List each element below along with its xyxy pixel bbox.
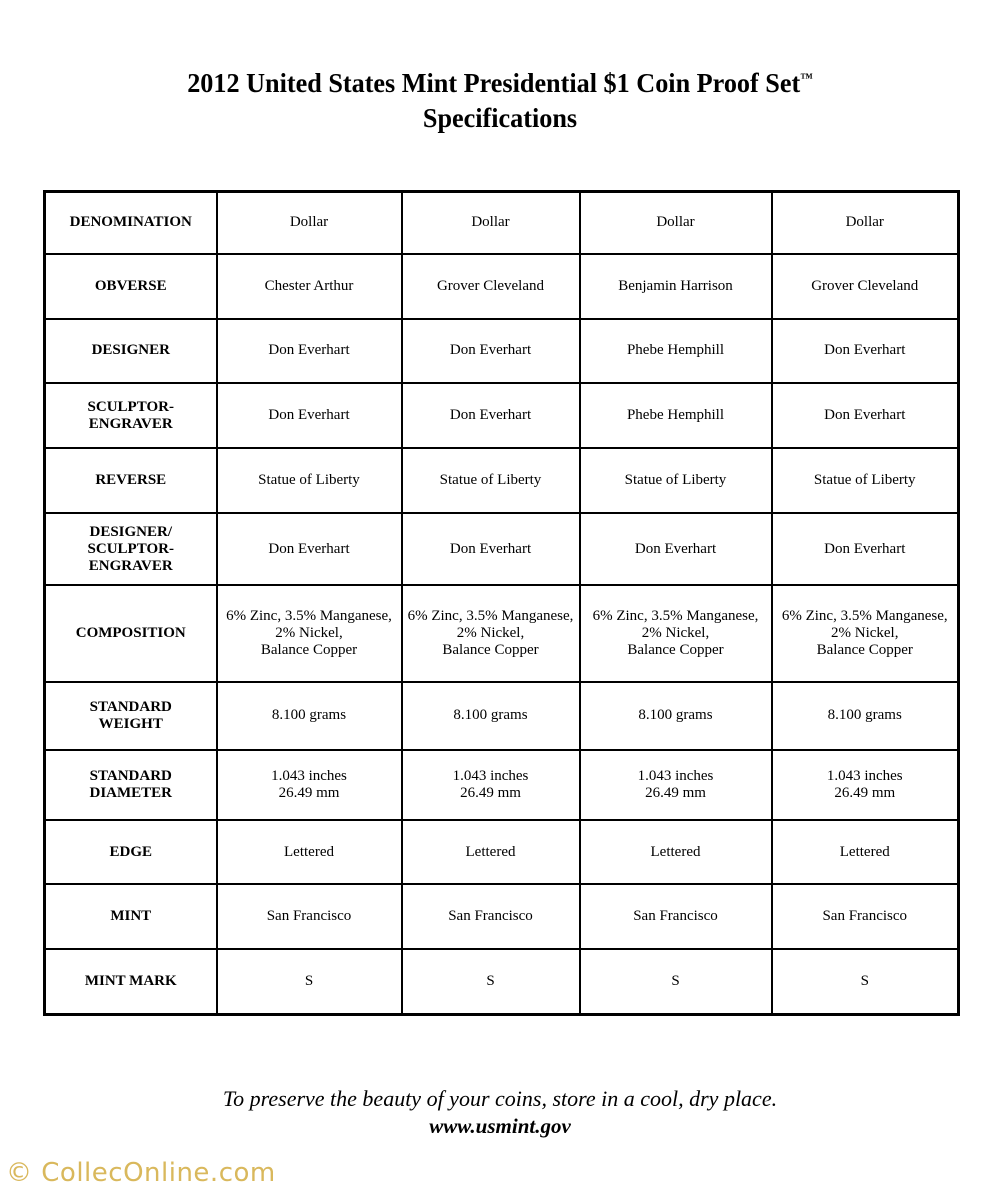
table-row bbox=[45, 192, 959, 254]
table-cell bbox=[217, 254, 402, 319]
cell-text: 1.043 inches bbox=[826, 767, 903, 784]
title-text: 2012 United States Mint Presidential $1 Coin Proof Set bbox=[187, 68, 801, 98]
cell-text: S bbox=[860, 973, 869, 990]
table-row bbox=[45, 949, 959, 1014]
cell-text: Phebe Hemphill bbox=[626, 342, 725, 359]
cell-text: 1.043 inches bbox=[271, 767, 347, 784]
table-row bbox=[45, 254, 959, 319]
row-header-line: DESIGNER bbox=[91, 342, 170, 359]
title-line-1 bbox=[15, 66, 985, 101]
row-header-line: OBVERSE bbox=[94, 277, 167, 294]
table-row bbox=[45, 820, 959, 884]
table-cell bbox=[772, 750, 959, 820]
table-cell bbox=[217, 585, 402, 681]
table-row bbox=[45, 682, 959, 750]
table-row bbox=[45, 884, 959, 949]
table-cell bbox=[217, 884, 402, 949]
cell-text: Statue of Liberty bbox=[439, 472, 542, 489]
storage-note: To preserve the beauty of your coins, store in a cool, dry place. bbox=[222, 1086, 778, 1111]
table-cell bbox=[772, 884, 959, 949]
table-cell bbox=[217, 750, 402, 820]
cell-text: 6% Zinc, 3.5% Manganese, bbox=[592, 608, 759, 625]
cell-text: Dollar bbox=[845, 214, 884, 231]
table-row bbox=[45, 319, 959, 383]
cell-text: San Francisco bbox=[633, 908, 718, 925]
cell-text: Don Everhart bbox=[449, 342, 532, 359]
cell-text: Balance Copper bbox=[442, 642, 539, 659]
row-header-line: STANDARD bbox=[89, 767, 172, 784]
table-cell bbox=[580, 820, 772, 884]
cell-text: 2% Nickel, bbox=[275, 625, 343, 642]
specifications-table-body bbox=[45, 192, 959, 1015]
row-header-line: DESIGNER/ bbox=[89, 523, 173, 540]
cell-text: S bbox=[671, 973, 680, 990]
table-cell bbox=[772, 448, 959, 513]
table-cell bbox=[217, 820, 402, 884]
row-header-line: SCULPTOR- bbox=[87, 398, 174, 415]
row-header-line: STANDARD bbox=[89, 698, 172, 715]
table-cell bbox=[402, 383, 580, 448]
table-cell bbox=[402, 949, 580, 1014]
row-header-line: SCULPTOR- bbox=[87, 540, 174, 557]
table-cell bbox=[402, 820, 580, 884]
cell-text: 26.49 mm bbox=[278, 784, 340, 801]
cell-text: Balance Copper bbox=[627, 642, 724, 659]
cell-text: Benjamin Harrison bbox=[618, 277, 733, 294]
table-cell bbox=[772, 383, 959, 448]
table-cell bbox=[402, 254, 580, 319]
table-cell bbox=[402, 319, 580, 383]
row-header bbox=[45, 192, 217, 254]
table-cell bbox=[402, 750, 580, 820]
mint-website: www.usmint.gov bbox=[429, 1114, 571, 1138]
cell-text: 6% Zinc, 3.5% Manganese, bbox=[781, 608, 948, 625]
cell-text: Dollar bbox=[656, 214, 695, 231]
row-header bbox=[45, 383, 217, 448]
table-cell bbox=[772, 513, 959, 585]
table-cell bbox=[772, 319, 959, 383]
cell-text: Don Everhart bbox=[268, 407, 350, 424]
row-header-line: DENOMINATION bbox=[69, 214, 192, 231]
table-cell bbox=[217, 192, 402, 254]
document-title bbox=[15, 66, 985, 136]
table-cell bbox=[217, 383, 402, 448]
table-row bbox=[45, 383, 959, 448]
cell-text: S bbox=[486, 973, 495, 990]
cell-text: Chester Arthur bbox=[264, 277, 354, 294]
cell-text: 2% Nickel, bbox=[641, 625, 710, 642]
table-cell bbox=[580, 682, 772, 750]
cell-text: 2% Nickel, bbox=[456, 625, 525, 642]
row-header-line: EDGE bbox=[109, 843, 152, 860]
row-header-line: COMPOSITION bbox=[75, 625, 186, 642]
table-cell bbox=[217, 319, 402, 383]
table-cell bbox=[402, 884, 580, 949]
table-cell bbox=[772, 949, 959, 1014]
cell-text: Balance Copper bbox=[260, 642, 358, 659]
table-row bbox=[45, 448, 959, 513]
table-row bbox=[45, 513, 959, 585]
table-cell bbox=[772, 585, 959, 681]
cell-text: Statue of Liberty bbox=[258, 472, 360, 489]
table-cell bbox=[580, 884, 772, 949]
cell-text: Grover Cleveland bbox=[811, 277, 919, 294]
cell-text: Lettered bbox=[284, 843, 334, 860]
table-cell bbox=[580, 254, 772, 319]
table-cell bbox=[580, 585, 772, 681]
table-cell bbox=[402, 448, 580, 513]
row-header bbox=[45, 513, 217, 585]
row-header bbox=[45, 254, 217, 319]
trademark-symbol: ™ bbox=[800, 70, 813, 85]
cell-text: 6% Zinc, 3.5% Manganese, bbox=[226, 608, 392, 625]
table-cell bbox=[772, 820, 959, 884]
row-header-line: ENGRAVER bbox=[88, 415, 173, 432]
cell-text: 26.49 mm bbox=[834, 784, 896, 801]
cell-text: 26.49 mm bbox=[645, 784, 706, 801]
cell-text: Don Everhart bbox=[268, 540, 350, 557]
cell-text: Don Everhart bbox=[449, 407, 532, 424]
row-header bbox=[45, 448, 217, 513]
row-header-line: REVERSE bbox=[95, 472, 167, 489]
cell-text: 8.100 grams bbox=[638, 707, 713, 724]
cell-text: Don Everhart bbox=[824, 407, 906, 424]
cell-text: Don Everhart bbox=[824, 540, 906, 557]
table-row bbox=[45, 585, 959, 681]
cell-text: Don Everhart bbox=[824, 342, 906, 359]
cell-text: 8.100 grams bbox=[271, 707, 347, 724]
cell-text: Don Everhart bbox=[268, 342, 350, 359]
table-cell bbox=[772, 254, 959, 319]
row-header bbox=[45, 319, 217, 383]
cell-text: Don Everhart bbox=[449, 540, 532, 557]
cell-text: 1.043 inches bbox=[637, 767, 714, 784]
table-cell bbox=[772, 682, 959, 750]
cell-text: Don Everhart bbox=[634, 540, 717, 557]
cell-text: San Francisco bbox=[822, 908, 908, 925]
table-cell bbox=[580, 949, 772, 1014]
cell-text: San Francisco bbox=[448, 908, 533, 925]
cell-text: Dollar bbox=[289, 214, 329, 231]
table-cell bbox=[580, 192, 772, 254]
table-cell bbox=[217, 682, 402, 750]
cell-text: 2% Nickel, bbox=[831, 625, 899, 642]
cell-text: S bbox=[304, 973, 314, 990]
cell-text: Dollar bbox=[471, 214, 510, 231]
table-cell bbox=[217, 513, 402, 585]
cell-text: 1.043 inches bbox=[452, 767, 529, 784]
row-header bbox=[45, 750, 217, 820]
row-header-line: WEIGHT bbox=[98, 715, 163, 732]
table-cell bbox=[217, 949, 402, 1014]
row-header-line: MINT MARK bbox=[84, 973, 177, 990]
row-header bbox=[45, 949, 217, 1014]
table-cell bbox=[580, 448, 772, 513]
row-header-line: MINT bbox=[110, 908, 152, 925]
row-header bbox=[45, 820, 217, 884]
cell-text: Balance Copper bbox=[816, 642, 913, 659]
table-cell bbox=[580, 750, 772, 820]
cell-text: 26.49 mm bbox=[460, 784, 521, 801]
specifications-table bbox=[43, 190, 960, 1016]
table-row bbox=[45, 750, 959, 820]
cell-text: Statue of Liberty bbox=[624, 472, 727, 489]
cell-text: San Francisco bbox=[266, 908, 352, 925]
table-cell bbox=[217, 448, 402, 513]
cell-text: Statue of Liberty bbox=[813, 472, 916, 489]
row-header-line: DIAMETER bbox=[89, 784, 172, 801]
cell-text: Phebe Hemphill bbox=[626, 407, 725, 424]
row-header bbox=[45, 884, 217, 949]
table-cell bbox=[580, 319, 772, 383]
row-header bbox=[45, 682, 217, 750]
cell-text: Lettered bbox=[839, 843, 890, 860]
table-cell bbox=[580, 383, 772, 448]
row-header bbox=[45, 585, 217, 681]
row-header-line: ENGRAVER bbox=[88, 557, 173, 574]
table-cell bbox=[402, 585, 580, 681]
cell-text: Lettered bbox=[650, 843, 701, 860]
table-cell bbox=[772, 192, 959, 254]
cell-text: 8.100 grams bbox=[827, 707, 902, 724]
cell-text: Grover Cleveland bbox=[436, 277, 545, 294]
cell-text: 8.100 grams bbox=[453, 707, 528, 724]
table-cell bbox=[580, 513, 772, 585]
cell-text: 6% Zinc, 3.5% Manganese, bbox=[407, 608, 574, 625]
cell-text: Lettered bbox=[465, 843, 516, 860]
watermark: © CollecOnline.com bbox=[6, 1158, 276, 1188]
table-cell bbox=[402, 192, 580, 254]
title-line-2: Specifications bbox=[422, 103, 578, 133]
table-cell bbox=[402, 682, 580, 750]
table-cell bbox=[402, 513, 580, 585]
